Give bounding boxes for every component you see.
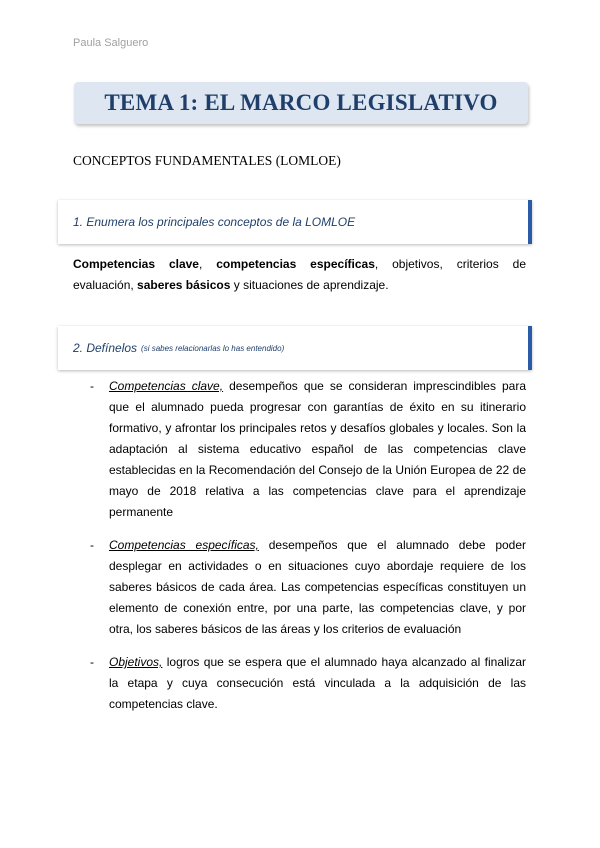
definition-item (90, 376, 526, 523)
question-2-label: 2. Defínelos (73, 341, 138, 355)
definition-term: Competencias específicas, (109, 538, 259, 552)
answer-1-paragraph (73, 254, 526, 295)
answer-1-sep: , (198, 257, 217, 271)
definition-text: logros que se espera que el alumnado haya alcanzado al finalizar la etapa y cuya consecución está vinculada a la adquisición de las competencias clave. (109, 655, 526, 711)
definition-term: Competencias clave, (109, 379, 224, 393)
definition-text: desempeños que se consideran imprescindibles para que el alumnado pueda progresar con garantías de éxito en su itinerario formativo, y afrontar los principales retos y desafíos globales y locales. Son la adaptación al sistema educativo español de las competencias clave establecidas en la Recomendación del Consejo de la Unión Europea de 22 de mayo de 2018 relativa a las competencias clave para el aprendizaje permanente (109, 379, 526, 519)
definition-list (90, 376, 526, 715)
answer-1-end: y situaciones de aprendizaje. (230, 277, 389, 292)
question-box-1 (58, 200, 532, 244)
title-box (74, 82, 528, 124)
list-dash: - (90, 655, 94, 669)
page-title: TEMA 1: EL MARCO LEGISLATIVO (104, 90, 498, 115)
answer-1-mid: , objetivos, criterios de evaluación, (73, 257, 526, 292)
question-box-2 (58, 326, 532, 370)
section-heading: CONCEPTOS FUNDAMENTALES (LOMLOE) (73, 153, 341, 168)
header-author: Paula Salguero (73, 37, 149, 49)
term-saberes-basicos: saberes básicos (137, 277, 231, 292)
term-competencias-especificas: competencias específicas (216, 257, 375, 271)
question-2-note: (si sabes relacionarlas lo has entendido) (141, 343, 285, 353)
term-competencias-clave: Competencias clave (73, 257, 199, 271)
definition-item (90, 535, 526, 640)
definition-text: desempeños que el alumnado debe poder desplegar en actividades o en situaciones cuyo abordaje requiere de los saberes básicos de cada área. Las competencias específicas constituyen un elemento de conexión entre, por una parte, las competencias clave, y por otra, los saberes básicos de las áreas y los criterios de evaluación (109, 538, 527, 636)
list-dash: - (90, 538, 94, 552)
list-dash: - (90, 379, 94, 393)
definition-term: Objetivos, (109, 655, 163, 669)
question-1-label: 1. Enumera los principales conceptos de la LOMLOE (73, 215, 356, 229)
definition-item (90, 652, 526, 715)
